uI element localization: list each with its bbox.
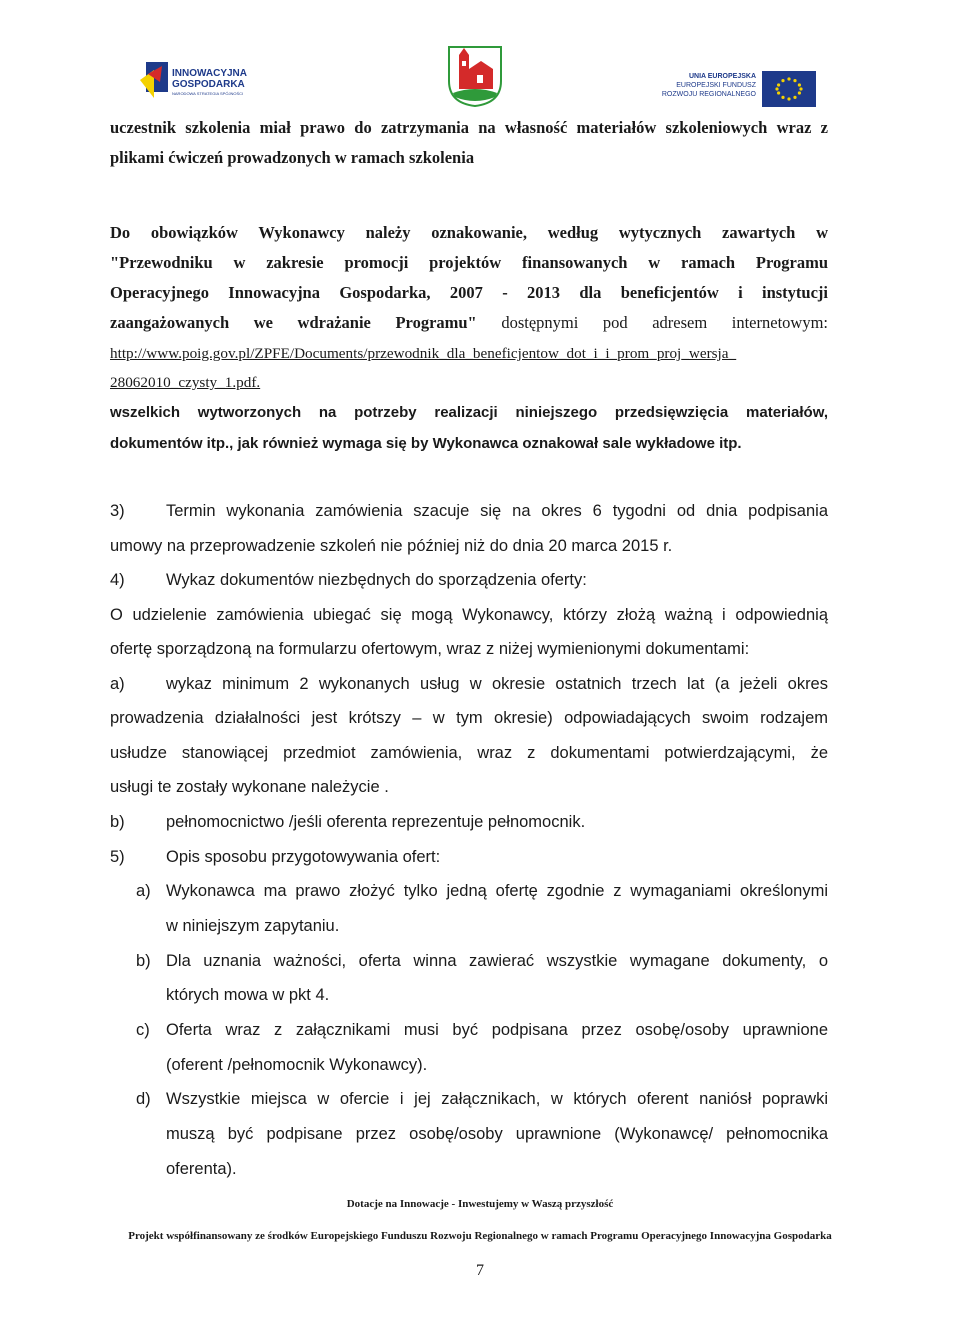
page-number: 7 bbox=[476, 1262, 484, 1279]
offer-d-number: d) bbox=[136, 1090, 151, 1108]
marking-line-1: Do obowiązków Wykonawcy należy oznakowanie, według wytycznych zawartych w bbox=[110, 223, 828, 242]
eu-erdf-logo bbox=[660, 66, 820, 110]
logo-ig-line2: GOSPODARKA bbox=[172, 79, 245, 90]
guide-url-link-part1[interactable]: http://www.poig.gov.pl/ZPFE/Documents/przewodnik_dla_beneficjentow_dot_i_i_prom_proj_wersja_ bbox=[110, 345, 737, 362]
materials-line-2: dokumentów itp., jak również wymaga się by Wykonawca oznakował sale wykładowe itp. bbox=[110, 435, 742, 452]
offer-c-line-2: (oferent /pełnomocnik Wykonawcy). bbox=[166, 1056, 428, 1074]
logo-ig-line3: NARODOWA STRATEGIA SPÓJNOŚCI bbox=[172, 91, 244, 96]
marking-line-4 bbox=[110, 313, 828, 333]
item-4-title: Wykaz dokumentów niezbędnych do sporządzenia oferty: bbox=[166, 571, 587, 589]
doc-a-line-3: usłudze stanowiącej przedmiot zamówienia, wraz z dokumentami potwierdzającymi, że bbox=[110, 744, 828, 762]
guide-url-line-1 bbox=[110, 345, 736, 363]
footer-motto: Dotacje na Innowacje - Inwestujemy w Waszą przyszłość bbox=[346, 1198, 614, 1210]
item-4-number: 4) bbox=[110, 571, 125, 589]
item-3-line-2: umowy na przeprowadzenie szkoleń nie później niż do dnia 20 marca 2015 r. bbox=[110, 537, 673, 555]
doc-a-line-1: wykaz minimum 2 wykonanych usług w okresie ostatnich trzech lat (a jeżeli okres bbox=[166, 675, 828, 693]
guide-url-link-part2[interactable]: 28062010_czysty_1.pdf. bbox=[110, 374, 261, 391]
offer-d-line-3: oferenta). bbox=[166, 1160, 237, 1178]
logo-ig-line1: INNOWACYJNA bbox=[172, 68, 248, 79]
footer-project-note: Projekt współfinansowany ze środków Europejskiego Funduszu Rozwoju Regionalnego w ramach Programu Operacyjnego Innowacyjna Gospodarka bbox=[128, 1230, 832, 1242]
innovative-economy-flag-icon bbox=[140, 60, 170, 98]
offer-b-line-2: których mowa w pkt 4. bbox=[166, 986, 330, 1004]
materials-line-1: wszelkich wytworzonych na potrzeby realizacji niniejszego przedsięwzięcia materiałów, bbox=[110, 404, 828, 421]
guide-title-end: zaangażowanych we wdrażanie Programu" bbox=[110, 313, 477, 332]
doc-a-line-4: usługi te zostały wykonane należycie . bbox=[110, 778, 389, 796]
offer-a-number: a) bbox=[136, 882, 151, 900]
doc-b-number: b) bbox=[110, 813, 125, 831]
item-3-number: 3) bbox=[110, 502, 125, 520]
offer-a-line-2: w niniejszym zapytaniu. bbox=[166, 917, 340, 935]
doc-b-line-1: pełnomocnictwo /jeśli oferenta reprezentuje pełnomocnik. bbox=[166, 813, 586, 831]
logo-eu-line3: ROZWOJU REGIONALNEGO bbox=[661, 91, 756, 98]
item-5-title: Opis sposobu przygotowywania ofert: bbox=[166, 848, 441, 866]
intro-line-1: uczestnik szkolenia miał prawo do zatrzymania na własność materiałów szkoleniowych wraz z bbox=[110, 118, 828, 137]
item-5-number: 5) bbox=[110, 848, 125, 866]
logo-eu-line1: UNIA EUROPEJSKA bbox=[688, 73, 756, 80]
marking-line-3: Operacyjnego Innowacyjna Gospodarka, 2007 - 2013 dla beneficjentów i instytucji bbox=[110, 283, 828, 302]
offer-a-line-1: Wykonawca ma prawo złożyć tylko jedną ofertę zgodnie z wymaganiami określonymi bbox=[166, 882, 828, 900]
item-3-line-1: Termin wykonania zamówienia szacuje się na okres 6 tygodni od dnia podpisania bbox=[166, 502, 828, 520]
doc-a-number: a) bbox=[110, 675, 125, 693]
offer-c-line-1: Oferta wraz z załącznikami musi być podpisana przez osobę/osoby uprawnione bbox=[166, 1021, 828, 1039]
innowacyjna-gospodarka-logo bbox=[140, 58, 270, 102]
offer-b-line-1: Dla uznania ważności, oferta winna zawierać wszystkie wymagane dokumenty, o bbox=[166, 952, 828, 970]
item-4-paragraph-line-2: ofertę sporządzoną na formularzu ofertowym, wraz z niżej wymienionymi dokumentami: bbox=[110, 640, 750, 658]
guide-url-line-2 bbox=[110, 374, 260, 392]
municipal-crest-icon bbox=[447, 45, 503, 107]
doc-a-line-2: prowadzenia działalności jest krótszy – w tym okresie) odpowiadających swoim rodzajem bbox=[110, 709, 828, 727]
item-4-paragraph-line-1: O udzielenie zamówienia ubiegać się mogą Wykonawcy, którzy złożą ważną i odpowiednią bbox=[110, 606, 828, 624]
offer-b-number: b) bbox=[136, 952, 151, 970]
logo-eu-line2: EUROPEJSKI FUNDUSZ bbox=[676, 82, 756, 89]
offer-c-number: c) bbox=[136, 1021, 150, 1039]
marking-line-2: "Przewodniku w zakresie promocji projektów finansowanych w ramach Programu bbox=[110, 253, 828, 272]
intro-line-2: plikami ćwiczeń prowadzonych w ramach szkolenia bbox=[110, 148, 475, 167]
address-intro: dostępnymi pod adresem internetowym: bbox=[501, 313, 828, 332]
offer-d-line-2: muszą być podpisane przez osobę/osoby uprawnione (Wykonawcę/ pełnomocnika bbox=[166, 1125, 828, 1143]
eu-flag-icon bbox=[762, 71, 816, 107]
offer-d-line-1: Wszystkie miejsca w ofercie i jej załącznikach, w których oferent naniósł poprawki bbox=[166, 1090, 828, 1108]
